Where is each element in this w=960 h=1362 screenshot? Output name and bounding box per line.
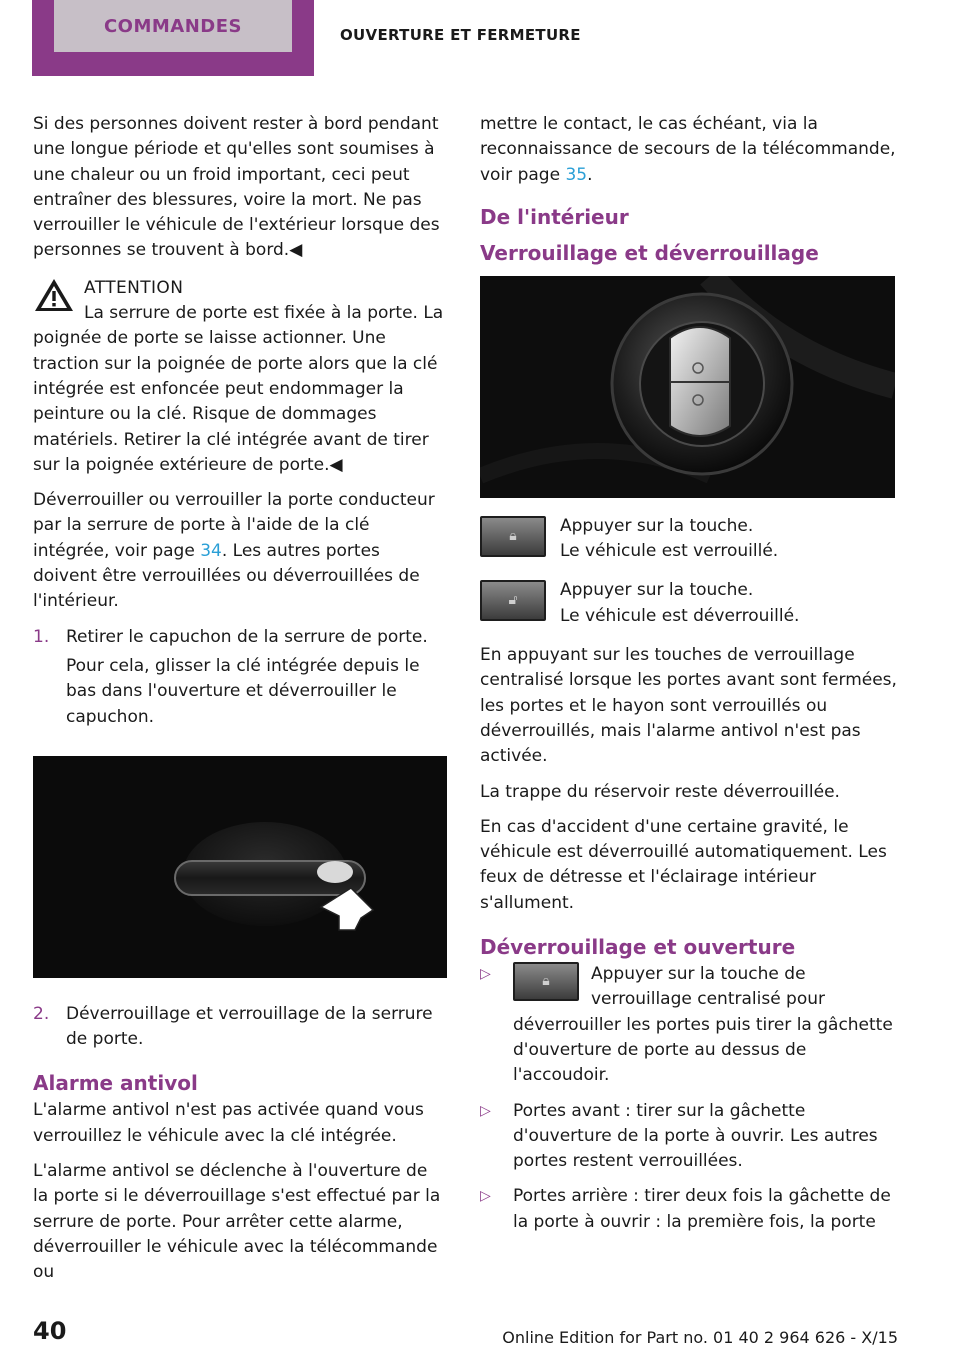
key-instruction: Appuyer sur la touche. <box>560 515 754 536</box>
paragraph-driver-door <box>33 488 447 614</box>
bullet-text: Portes arrière : tirer deux fois la gâchette de la porte à ouvrir : la première fois, la porte <box>513 1186 891 1232</box>
central-locking-paragraph: En appuyant sur les touches de verrouillage centralisé lorsque les portes avant sont fermées, les portes et le hayon sont verrouillés ou déverrouillés, mais l'alarme antivol n'est pas activée. <box>480 645 897 767</box>
alarm-heading: Alarme antivol <box>33 1071 198 1096</box>
unlock-button[interactable] <box>480 580 546 621</box>
page-link[interactable]: 34 <box>200 540 222 561</box>
door-handle-photo <box>33 756 447 978</box>
list-item <box>33 625 447 650</box>
paragraph-text: mettre le contact, le cas échéant, via la reconnaissance de secours de la télécommande, voir page <box>480 114 896 185</box>
bullet-item <box>480 1184 898 1235</box>
list-item <box>33 1002 447 1053</box>
fuel-flap-paragraph: La trappe du réservoir reste déverrouillée. <box>480 781 840 802</box>
bullet-triangle-icon: ▷ <box>480 966 491 983</box>
paragraph-text: Déverrouiller ou verrouiller la porte conducteur par la serrure de porte à l'aide de la clé intégrée, voir page <box>33 490 435 561</box>
padlock-open-icon: 🔓︎ <box>508 592 518 609</box>
list-text: Retirer le capuchon de la serrure de porte. <box>66 626 428 647</box>
page-link[interactable]: 35 <box>565 164 588 185</box>
interior-lock-photo <box>480 276 895 498</box>
warning-continuation: Si des personnes doivent rester à bord pendant une longue période et qu'elles sont soumises à une chaleur ou un froid important, ceci peut entraîner des blessures, voire la mort. Ne pas verrouiller le véhicule de l'extérieur lorsque des personnes se trouvent à bord.◀ <box>33 114 440 261</box>
list-detail: Pour cela, glisser la clé intégrée depuis le bas dans l'ouverture et déverrouiller le capuchon. <box>66 655 420 727</box>
left-column <box>33 112 447 1296</box>
alarm-paragraph-2: L'alarme antivol se déclenche à l'ouverture de la porte si le déverrouillage s'est effectué par la serrure de porte. Pour arrêter cette alarme, déverrouiller le véhicule avec la télécommande ou <box>33 1161 441 1283</box>
warning-text: poignée de porte se laisse actionner. Une traction sur la poignée de porte alors que la clé intégrée est enfoncée peut endommager la peinture ou la clé. Risque de dommages matériels. Retirer la clé intégrée avant de tirer sur la poignée extérieure de porte.◀ <box>33 328 438 475</box>
bullet-text: Appuyer sur la touche de verrouillage centralisé pour déverrouiller les portes puis tirer la gâchette d'ouverture de porte au dessus de l'accoudoir. <box>513 964 893 1086</box>
accident-paragraph: En cas d'accident d'une certaine gravité, le véhicule est déverrouillé automatiquement. Les feux de détresse et l'éclairage intérieur s'allument. <box>480 816 887 913</box>
heading-interior: De l'intérieur <box>480 204 629 229</box>
page-number: 40 <box>33 1317 67 1345</box>
padlock-icon: 🔒︎ <box>542 972 550 989</box>
bullet-item <box>480 962 898 1088</box>
lock-key-row <box>480 514 898 565</box>
key-instruction: Appuyer sur la touche. <box>560 580 754 601</box>
interior-lock-illustration <box>480 276 895 498</box>
heading-unlock-open: Déverrouillage et ouverture <box>480 935 796 960</box>
bullet-triangle-icon: ▷ <box>480 1188 491 1205</box>
warning-text-first-line: La serrure de porte est fixée à la porte. La <box>84 303 444 324</box>
paragraph-text: . Les autres portes doivent être verrouillées ou déverrouillées de l'intérieur. <box>33 540 420 612</box>
key-result: Le véhicule est déverrouillé. <box>560 605 800 626</box>
chapter-tab[interactable] <box>32 0 314 76</box>
paragraph-continuation <box>480 112 898 188</box>
key-result: Le véhicule est verrouillé. <box>560 541 779 562</box>
warning-title: ATTENTION <box>84 277 184 298</box>
unlock-key-row <box>480 578 898 629</box>
list-number: 2. <box>33 1003 50 1024</box>
central-lock-button[interactable] <box>513 962 579 1001</box>
right-column <box>480 112 898 1245</box>
bullet-text: Portes avant : tirer sur la gâchette d'ouverture de la porte à ouvrir. Les autres portes restent verrouillées. <box>513 1100 878 1172</box>
unlock-key-description <box>560 578 799 629</box>
bullet-triangle-icon: ▷ <box>480 1102 491 1119</box>
list-text: Déverrouillage et verrouillage de la serrure de porte. <box>66 1003 433 1050</box>
edition-footer: Online Edition for Part no. 01 40 2 964 626 - X/15 <box>502 1328 898 1347</box>
padlock-icon: 🔒︎ <box>509 527 517 544</box>
warning-triangle-icon <box>33 276 75 314</box>
bullet-item <box>480 1099 898 1175</box>
lock-button[interactable] <box>480 516 546 557</box>
heading-lock-unlock: Verrouillage et déverrouillage <box>480 240 819 265</box>
section-tab[interactable]: OUVERTURE ET FERMETURE <box>340 26 581 44</box>
warning-block <box>33 276 447 478</box>
bullet-body <box>513 962 898 1088</box>
chapter-tab-label: COMMANDES <box>54 0 292 52</box>
lock-key-description <box>560 514 778 565</box>
list-number: 1. <box>33 626 50 647</box>
door-handle-illustration <box>33 756 447 978</box>
paragraph-text: . <box>587 164 593 185</box>
alarm-paragraph-1: L'alarme antivol n'est pas activée quand vous verrouillez le véhicule avec la clé intégrée. <box>33 1100 424 1146</box>
